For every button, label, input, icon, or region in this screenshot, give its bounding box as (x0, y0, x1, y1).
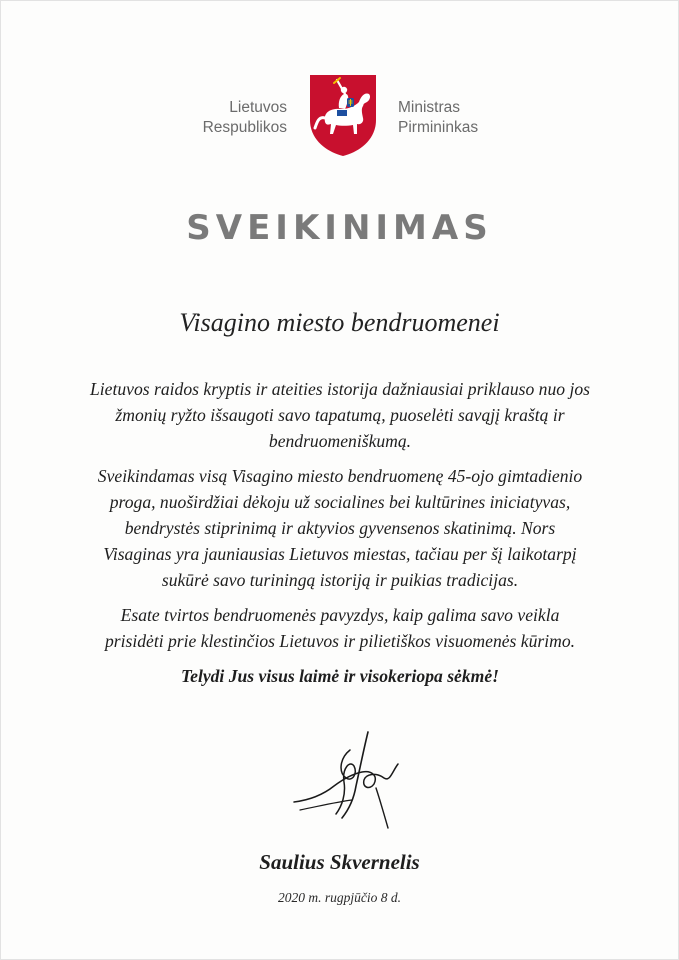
document-date: 2020 m. rugpjūčio 8 d. (278, 890, 401, 905)
letterhead-right-line-1: Ministras (398, 99, 461, 116)
handwritten-signature (280, 728, 410, 838)
letterhead (0, 72, 679, 162)
paragraph-3: Esate tvirtos bendruomenės pavyzdys, kaip galima savo veikla prisidėti prie klestinčios Lietuvos ir pilietiškos visuomenės kūrimo. (104, 605, 576, 651)
letterhead-right-text (398, 98, 478, 138)
document-title: SVEIKINIMAS (186, 208, 493, 248)
signer-name: Saulius Skvernelis (259, 850, 420, 874)
letterhead-left-line-2: Respublikos (202, 119, 287, 136)
closing-wish: Telydi Jus visus laimė ir visokeriopa sėkmė! (181, 666, 499, 686)
addressee: Visagino miesto bendruomenei (179, 308, 500, 337)
letter-body (90, 376, 590, 698)
letterhead-left-text (203, 98, 287, 138)
coat-of-arms-icon (307, 72, 379, 158)
paragraph-1: Lietuvos raidos kryptis ir ateities istorija dažniausiai priklauso nuo jos žmonių ryžto išsaugoti savo tapatumą, puoselėti savąjį kraštą ir bendruomeniškumą. (90, 379, 590, 451)
letterhead-left-line-1: Lietuvos (229, 99, 287, 116)
letterhead-right-line-2: Pirmininkas (398, 119, 479, 136)
paragraph-2: Sveikindamas visą Visagino miesto bendruomenę 45-ojo gimtadienio proga, nuoširdžiai dėkoju už socialines bei kultūrines iniciatyvas, bendrystės stiprinimą ir aktyvios gyvensenos skatinimą. Nors Visaginas yra jauniausias Lietuvos miestas, tačiau per šį laikotarpį sukūrė savo turiningą istoriją ir puikias tradicijas. (97, 466, 583, 590)
